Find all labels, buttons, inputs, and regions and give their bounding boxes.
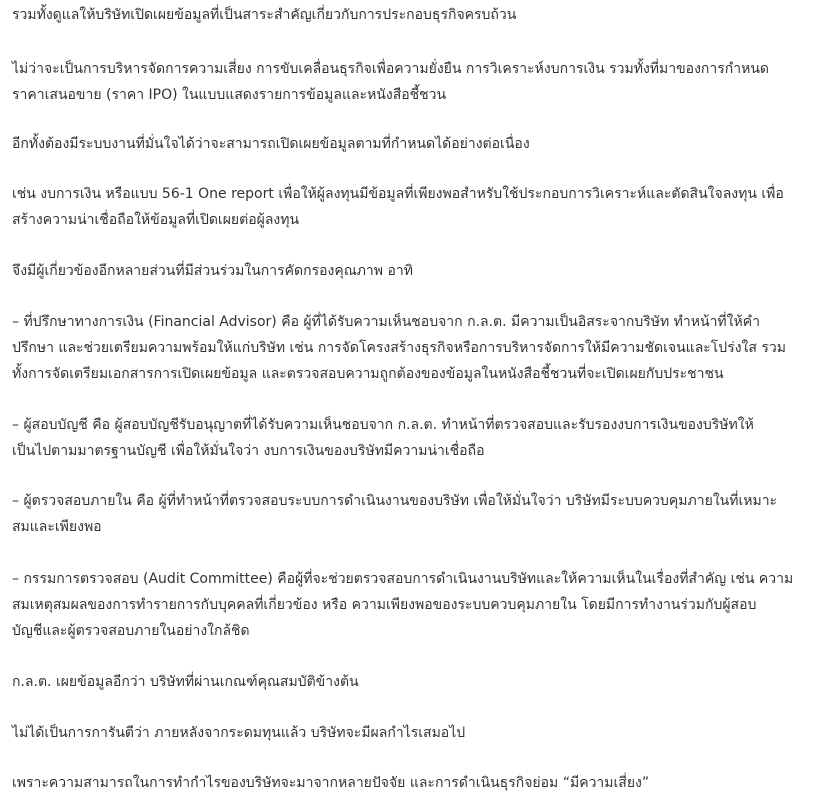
- paragraph-5: [12, 258, 802, 284]
- paragraph-line: สมเหตุสมผลของการทำรายการกับบุคคลที่เกี่ยวข้อง หรือ ความเพียงพอของระบบควบคุมภายใน โดยมีการทำงานร่วมกับผู้สอบ: [12, 597, 757, 613]
- paragraph-line: ไม่ได้เป็นการการันตีว่า ภายหลังจากระดมทุนแล้ว บริษัทจะมีผลกำไรเสมอไป: [12, 725, 466, 741]
- paragraph-line: ปรึกษา และช่วยเตรียมความพร้อมให้แก่บริษัท เช่น การจัดโครงสร้างธุรกิจหรือการบริหารจัดการให้มีความชัดเจนและโปร่งใส รวม: [12, 340, 786, 356]
- paragraph-line: รวมทั้งดูแลให้บริษัทเปิดเผยข้อมูลที่เป็นสาระสำคัญเกี่ยวกับการประกอบธุรกิจครบถ้วน: [12, 7, 517, 23]
- paragraph-line: เป็นไปตามมาตรฐานบัญชี เพื่อให้มั่นใจว่า งบการเงินของบริษัทมีความน่าเชื่อถือ: [12, 443, 485, 459]
- paragraph-line: – กรรมการตรวจสอบ (Audit Committee) คือผู้ที่จะช่วยตรวจสอบการดำเนินงานบริษัทและให้ความเห็นในเรื่องที่สำคัญ เช่น ความ: [12, 571, 794, 587]
- paragraph-line: สมและเพียงพอ: [12, 519, 102, 535]
- paragraph-line: เพราะความสามารถในการทำกำไรของบริษัทจะมาจากหลายปัจจัย และการดำเนินธุรกิจย่อม “มีความเสี่ยง”: [12, 775, 650, 791]
- paragraph-8: [12, 488, 802, 540]
- paragraph-line: เช่น งบการเงิน หรือแบบ 56-1 One report เพื่อให้ผู้ลงทุนมีข้อมูลที่เพียงพอสำหรับใช้ประกอบการวิเคราะห์และตัดสินใจลงทุน เพื่อ: [12, 186, 784, 202]
- paragraph-10: [12, 669, 802, 695]
- paragraph-4: [12, 181, 802, 233]
- paragraph-line: ไม่ว่าจะเป็นการบริหารจัดการความเสี่ยง การขับเคลื่อนธุรกิจเพื่อความยั่งยืน การวิเคราะห์งบการเงิน รวมทั้งที่มาของการกำหนด: [12, 61, 769, 77]
- paragraph-12: [12, 770, 802, 796]
- paragraph-line: ราคาเสนอขาย (ราคา IPO) ในแบบแสดงรายการข้อมูลและหนังสือชี้ชวน: [12, 87, 447, 103]
- paragraph-11: [12, 720, 802, 746]
- paragraph-1: [12, 2, 802, 28]
- paragraph-7: [12, 412, 802, 464]
- paragraph-line: ก.ล.ต. เผยข้อมูลอีกว่า บริษัทที่ผ่านเกณฑ์คุณสมบัติข้างต้น: [12, 674, 359, 690]
- paragraph-9: [12, 566, 802, 644]
- paragraph-line: สร้างความน่าเชื่อถือให้ข้อมูลที่เปิดเผยต่อผู้ลงทุน: [12, 212, 300, 228]
- paragraph-line: บัญชีและผู้ตรวจสอบภายในอย่างใกล้ชิด: [12, 623, 250, 639]
- paragraph-line: – ที่ปรึกษาทางการเงิน (Financial Advisor) คือ ผู้ที่ได้รับความเห็นชอบจาก ก.ล.ต. มีความเป็นอิสระจากบริษัท ทำหน้าที่ให้คำ: [12, 314, 760, 330]
- paragraph-3: [12, 131, 802, 157]
- paragraph-line: จึงมีผู้เกี่ยวข้องอีกหลายส่วนที่มีส่วนร่วมในการคัดกรองคุณภาพ อาทิ: [12, 263, 413, 279]
- paragraph-6: [12, 309, 802, 387]
- paragraph-line: อีกทั้งต้องมีระบบงานที่มั่นใจได้ว่าจะสามารถเปิดเผยข้อมูลตามที่กำหนดได้อย่างต่อเนื่อง: [12, 136, 530, 152]
- paragraph-line: ทั้งการจัดเตรียมเอกสารการเปิดเผยข้อมูล และตรวจสอบความถูกต้องของข้อมูลในหนังสือชี้ชวนที่จะเปิดเผยกับประชาชน: [12, 366, 724, 382]
- paragraph-line: – ผู้ตรวจสอบภายใน คือ ผู้ที่ทำหน้าที่ตรวจสอบระบบการดำเนินงานของบริษัท เพื่อให้มั่นใจว่า บริษัทมีระบบควบคุมภายในที่เหมาะ: [12, 493, 778, 509]
- paragraph-line: – ผู้สอบบัญชี คือ ผู้สอบบัญชีรับอนุญาตที่ได้รับความเห็นชอบจาก ก.ล.ต. ทำหน้าที่ตรวจสอบและรับรองงบการเงินของบริษัทให้: [12, 417, 754, 433]
- paragraph-2: [12, 56, 802, 108]
